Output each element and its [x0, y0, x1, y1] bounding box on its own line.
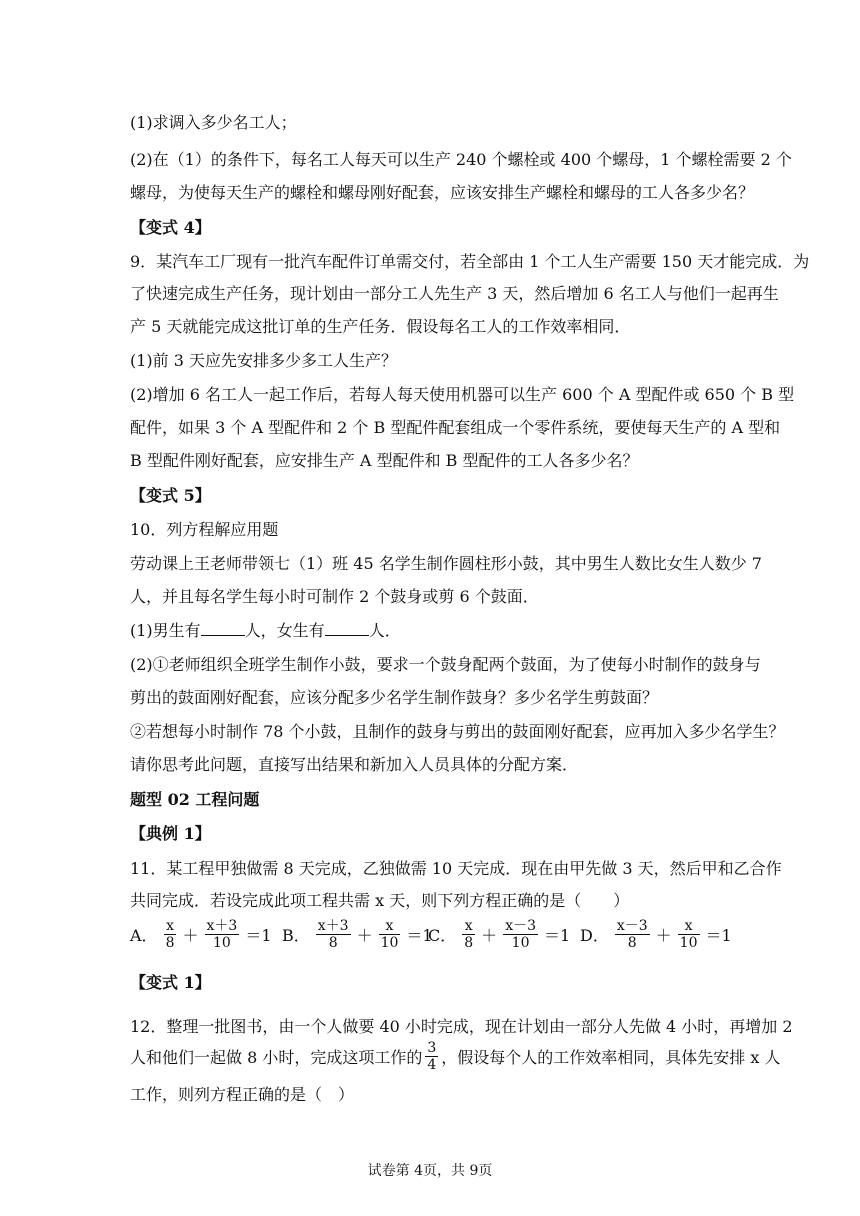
equation-rhs: ＝1	[406, 926, 433, 946]
variant-4-heading: 【变式 4】	[130, 218, 211, 237]
q8-part1: (1)求调入多少名工人；	[130, 113, 297, 132]
equation-rhs: ＝1	[544, 926, 571, 946]
q10-part3-line1: ②若想每小时制作 78 个小鼓，且制作的鼓身与剪出的鼓面刚好配套，应再加入多少名学生？	[130, 722, 785, 741]
q11-line1: 11．某工程甲独做需 8 天完成，乙独做需 10 天完成．现在由甲先做 3 天，然后甲和乙合作	[130, 859, 782, 878]
fraction: $\frac{x}{8}$	[464, 918, 474, 952]
q12-line2-prefix: 人和他们一起做 8 小时，完成这项工作的	[130, 1048, 423, 1068]
q9-part1: (1)前 3 天应先安排多少多工人生产？	[130, 351, 398, 370]
plus-sign: ＋	[182, 926, 199, 946]
q9-line1: 9．某汽车工厂现有一批汽车配件订单需交付，若全部由 1 个工人生产需要 150 天才能完成．为	[130, 252, 810, 271]
q9-line3: 产 5 天就能完成这批订单的生产任务．假设每名工人的工作效率相同．	[130, 317, 631, 336]
variant-5-heading: 【变式 5】	[130, 486, 211, 505]
fraction: $\frac{x+3}{8}$	[317, 918, 349, 952]
three-quarters-fraction: $\frac{3}{4}$	[427, 1040, 437, 1074]
fraction: $\frac{x-3}{8}$	[616, 918, 648, 952]
q10-part2-line1: (2)①老师组织全班学生制作小鼓，要求一个鼓身配两个鼓面，为了使每小时制作的鼓身与	[130, 655, 761, 674]
q10-line2: 人，并且每名学生每小时可制作 2 个鼓身或剪 6 个鼓面．	[130, 587, 539, 606]
example-1-heading: 【典例 1】	[130, 824, 211, 843]
q9-line2: 了快速完成生产任务，现计划由一部分工人先生产 3 天，然后增加 6 名工人与他们一起再生	[130, 284, 779, 303]
plus-sign: ＋	[481, 926, 498, 946]
q12-line2	[130, 1040, 780, 1073]
option-label: B．	[282, 926, 310, 946]
q10-part1-middle: 人，女生有	[244, 621, 325, 640]
q9-part2-line2: 配件，如果 3 个 A 型配件和 2 个 B 型配件配套组成一个零件系统，要使每天生产的 A 型和	[130, 418, 781, 437]
q9-part2-line1: (2)增加 6 名工人一起工作后，若每人每天使用机器可以生产 600 个 A 型配件或 650 个 B 型	[130, 385, 795, 404]
plus-sign: ＋	[655, 926, 672, 946]
fraction: $\frac{x-3}{10}$	[505, 918, 536, 952]
q11-line2: 共同完成．若设完成此项工程共需 x 天，则下列方程正确的是（ ）	[130, 891, 630, 910]
boys-answer-blank[interactable]	[201, 621, 245, 636]
fraction: $\frac{x}{10}$	[380, 918, 399, 952]
q10-title: 10．列方程解应用题	[130, 520, 279, 539]
q10-part1-suffix: 人．	[368, 621, 401, 640]
section-heading: 题型 02 工程问题	[130, 790, 260, 809]
fraction: $\frac{x}{10}$	[679, 918, 698, 952]
q11-option-c[interactable]	[428, 918, 570, 951]
q10-line1: 劳动课上王老师带领七（1）班 45 名学生制作圆柱形小鼓，其中男生人数比女生人数少 7	[130, 554, 762, 573]
q10-part1-prefix: (1)男生有	[130, 621, 201, 640]
page-footer: 试卷第 4页，共 9页	[367, 1163, 493, 1179]
option-label: A．	[130, 926, 158, 946]
q10-part1	[130, 618, 401, 641]
option-label: D．	[580, 926, 609, 946]
q11-option-b[interactable]	[282, 918, 433, 951]
q10-part2-line2: 剪出的鼓面刚好配套，应该分配多少名学生制作鼓身？多少名学生剪鼓面？	[130, 688, 659, 707]
q8-part2-line2: 螺母，为使每天生产的螺栓和螺母刚好配套，应该安排生产螺栓和螺母的工人各多少名？	[130, 183, 755, 202]
variant-1-heading: 【变式 1】	[130, 973, 211, 992]
q8-part2-line1: (2)在（1）的条件下，每名工人每天可以生产 240 个螺栓或 400 个螺母，1 个螺栓需要 2 个	[130, 150, 792, 169]
equation-rhs: ＝1	[705, 926, 732, 946]
girls-answer-blank[interactable]	[325, 621, 369, 636]
q12-line3: 工作，则列方程正确的是（ ）	[130, 1085, 355, 1104]
q12-line1: 12．整理一批图书，由一个人做要 40 小时完成，现在计划由一部分人先做 4 小时，再增加 2	[130, 1017, 793, 1036]
fraction: $\frac{x}{8}$	[165, 918, 175, 952]
option-label: C．	[428, 926, 457, 946]
q11-option-d[interactable]	[580, 918, 732, 951]
plus-sign: ＋	[356, 926, 373, 946]
q12-line2-suffix: ，假设每个人的工作效率相同，具体先安排 x 人	[441, 1048, 781, 1068]
q9-part2-line3: B 型配件刚好配套，应安排生产 A 型配件和 B 型配件的工人各多少名？	[130, 451, 639, 470]
q11-option-a[interactable]	[130, 918, 272, 951]
fraction: $\frac{x+3}{10}$	[206, 918, 238, 952]
equation-rhs: ＝1	[245, 926, 272, 946]
q10-part3-line2: 请你思考此问题，直接写出结果和新加入人员具体的分配方案．	[130, 755, 579, 774]
